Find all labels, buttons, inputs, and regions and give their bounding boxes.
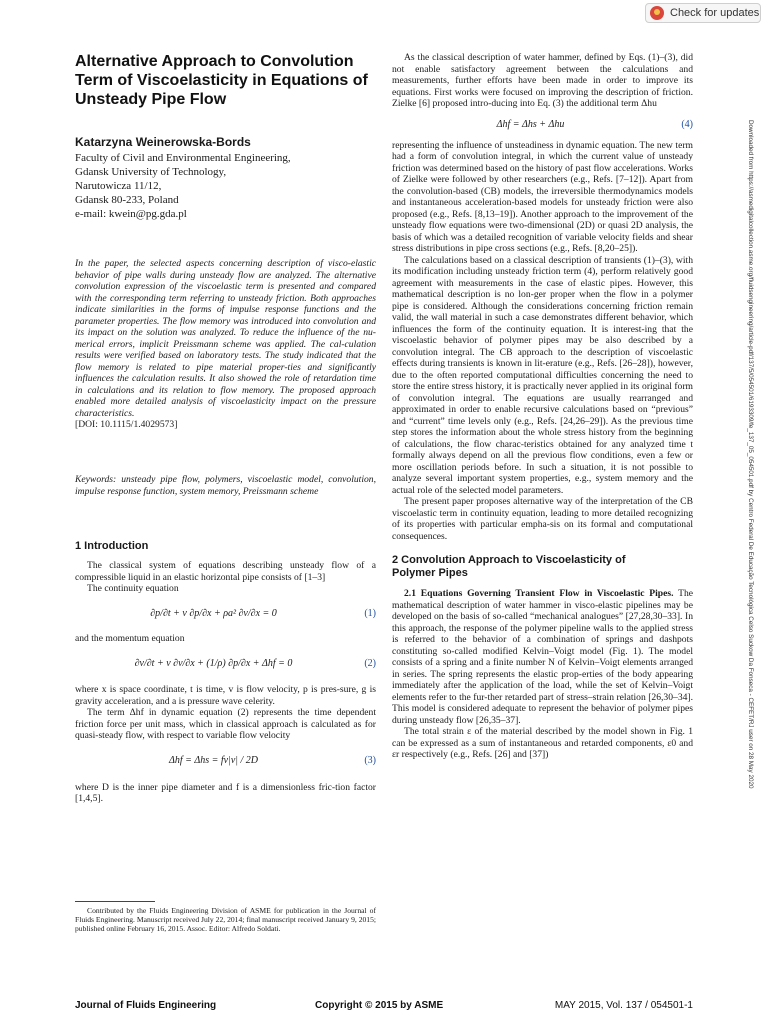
right-column	[392, 52, 693, 761]
footnote: Contributed by the Fluids Engineering Division of ASME for publication in the Journal of Fluids Engineering. Manuscript received July 22, 2014; final manuscript received January 9, 2015; published online February 16, 2015. Assoc. Editor: Alfredo Soldati.	[75, 906, 376, 934]
keywords: Keywords: unsteady pipe flow, polymers, viscoelastic model, convolution, impulse response function, system memory, Preissmann scheme	[75, 474, 376, 497]
footer-issue: MAY 2015, Vol. 137 / 054501-1	[554, 1000, 693, 1011]
equation-body: ∂v/∂t + v ∂v/∂x + (1/ρ) ∂p/∂x + Δhf = 0	[134, 657, 293, 669]
section-heading: 1 Introduction	[75, 540, 149, 552]
equation-number[interactable]: (2)	[364, 657, 376, 669]
paragraph: where D is the inner pipe diameter and f is a dimensionless fric-tion factor [1,4,5].	[75, 781, 376, 804]
paragraph: The term Δhf in dynamic equation (2) represents the time dependent friction force per unit mass, which in classical approach is calculated as for quasi-steady flow, with respect to variable flow velocity	[75, 707, 376, 741]
footnote-rule	[75, 901, 155, 902]
paragraph: 2.1 Equations Governing Transient Flow in Viscoelastic Pipes. The mathematical description of water hammer in visco-elastic pipelines may be developed on the basis of so-called “mechanical analogues” [27,28,30–33]. In this approach, the response of the polymer pipeline walls to the applied stress is referred to the behavior of a combination of springs and dashpots constituting so-called modified Kelvin–Voigt model (Fig. 1). The model consists of a spring and a finite number N of Kelvin–Voigt elements arranged in series. The spring represents the elastic prop-erties of the body appearing immediately after the application of the load, while the set of Kelvin–Voigt elements refer to the fur-ther retarded part of stress–strain relation [26,30–34]. This model is considered adequate to represent the behavior of polymer pipes during unsteady flow [26,35–37].	[392, 588, 693, 726]
author-name: Katarzyna Weinerowska-Bords	[75, 135, 251, 149]
subsection-heading: 2.1 Equations Governing Transient Flow in Viscoelastic Pipes.	[404, 588, 674, 599]
equation-number[interactable]: (3)	[364, 755, 376, 766]
equation-body: Δhf = Δhs = fv|v| / 2D	[168, 755, 259, 766]
affiliation-line: Faculty of Civil and Environmental Engineering,	[75, 152, 291, 164]
paragraph: The continuity equation	[87, 583, 179, 594]
paragraph: As the classical description of water hammer, defined by Eqs. (1)–(3), did not enable satisfactory agreement between the calculations and measurements, further efforts have been made in order to improve its equations. First works were focused on improving the description of friction. Zielke [6] proposed intro-ducing into Eq. (3) the additional term Δhu	[392, 52, 693, 109]
section-heading: 2 Convolution Approach to Viscoelasticity of Polymer Pipes	[392, 554, 626, 579]
paragraph: The present paper proposes alternative way of the interpretation of the CB viscoelastic term in continuity equation, leading to more detailed recognizing of its properties with particular empha-sis on its formal and computational consequences.	[392, 496, 693, 542]
author-affiliation	[75, 151, 375, 221]
equation-2	[75, 648, 376, 678]
paragraph: The calculations based on a classical description of transients (1)–(3), with its modification including unsteady friction term (4), perform relatively good agreement with measurements in the case of elastic pipes. However, this mathematical description is no lon-ger proper when the flow in a polymer pipe is considered. Although the considerations concerning friction remain valid, the wall material in such a case demonstrates different behavior, which influences the form of the continuity equation. It is interest-ing that the viscoelastic behavior of polymer pipes may be also described by a convolution integral. The CB approach to the description of viscoelastic effects during transients is known in lit-erature (e.g., Refs. [26–28]), however, due to the often reported computational difficulties concerning the need to store the entire stress history, it is practically never applied in its original form of convolution integral. The equations are usually rearranged and approximated in order to enable recursive calculations based on “previous” and “current” time levels only (e.g., Refs. [24,26–29]). As the previous time step stores the information about the whole stress history from the beginning of calculations, the flow charac-teristics obtained for any analyzed time t formally always depend on all the previous flow conditions, even a few or more oscillation periods before. In such a situation, it is not possible to analyze several important system properties, e.g., system memory and the actual role of the selected model parameters.	[392, 254, 693, 496]
author-email[interactable]: e-mail: kwein@pg.gda.pl	[75, 208, 187, 220]
equation-4	[392, 112, 693, 138]
paragraph: and the momentum equation	[75, 632, 185, 644]
check-for-updates-label: Check for updates	[670, 7, 760, 19]
equation-body: Δhf = Δhs + Δhu	[496, 119, 565, 130]
paragraph: representing the influence of unsteadiness in dynamic equation. The new term had a form of convolution integral, in which the current value of unsteady friction was determined based on the history of past flow accelerations. Works of Zielke were followed by other researchers (e.g., Refs. [7–12]). Apart from the convolution-based (CB) models, the irreversible thermodynamics models and instantaneous acceleration-based models for unsteady friction were also proposed (e.g., Refs. [8,13–19]). Another approach to the improvement of the unsteady flow equations were two-dimensional (2D) or quasi 2D analysis, the basis of which was a detailed recognition of variable velocity fields and shear stress distributions in pipe cross sections (e.g., Refs. [8,20–25]).	[392, 139, 693, 254]
footer-copyright: Copyright © 2015 by ASME	[315, 1000, 444, 1011]
abstract-block	[75, 258, 376, 431]
section-1	[75, 540, 376, 805]
affiliation-line: Narutowicza 11/12,	[75, 180, 162, 192]
equation-body: ∂p/∂t + v ∂p/∂x + ρa² ∂v/∂x = 0	[150, 608, 277, 619]
equation-3	[75, 746, 376, 776]
equation-1	[75, 599, 376, 629]
equation-number[interactable]: (4)	[681, 119, 693, 130]
doi-link[interactable]: [DOI: 10.1115/1.4029573]	[75, 419, 178, 430]
paragraph: The classical system of equations describing unsteady flow of a compressible liquid in an elastic horizontal pipe consists of [1–3]	[75, 560, 376, 583]
abstract-text: In the paper, the selected aspects concerning description of visco-elastic behavior of pipe walls during unsteady flow are analyzed. The alternative convolution expression of the viscoelastic term is presented and compared with the corresponding term referring to unsteady friction. Both approaches indicate similarities in the forms of impulse response functions and the parameter properties. The flow memory was introduced into convolution and its impact on the solution was analyzed. To reduce the influence of the nu-merical errors, implicit Preissmann scheme was applied. The cal-culation results were verified based on laboratory tests. The study indicated that the flow memory is related to pipe material proper-ties and significantly influences the calculation results. It also showed the role of retardation time in calculations and its relation to flow memory. The proposed approach enabled more detailed analysis of viscoelasticity impact on the pressure characteristics.	[75, 258, 376, 419]
download-margin-note: Downloaded from https://asmedigitalcollection.asme.org/fluidsengineering/article-pdf/137/5/054501/6193309/fe_137_05_054501.pdf by Centro Federal De Educação Tecnológica Celso Suckow Da Fonseca - CEFET/RJ user on 28 May 2020	[747, 120, 754, 789]
paragraph: where x is space coordinate, t is time, v is flow velocity, p is pres-sure, g is gravity acceleration, and a is pressure wave celerity.	[75, 684, 376, 707]
affiliation-line: Gdansk 80-233, Poland	[75, 194, 179, 206]
footer-journal: Journal of Fluids Engineering	[75, 1000, 217, 1011]
equation-number[interactable]: (1)	[364, 608, 376, 619]
affiliation-line: Gdansk University of Technology,	[75, 166, 227, 178]
check-for-updates-button[interactable]	[645, 3, 761, 23]
crossmark-icon	[650, 6, 664, 20]
paper-title: Alternative Approach to Convolution Term of Viscoelasticity in Equations of Unsteady Pipe Flow	[75, 53, 368, 108]
paragraph: The total strain ε of the material described by the model shown in Fig. 1 can be expressed as a sum of instantaneous and retarded components, ε0 and εr respectively (e.g., Refs. [26] and [37])	[392, 726, 693, 760]
